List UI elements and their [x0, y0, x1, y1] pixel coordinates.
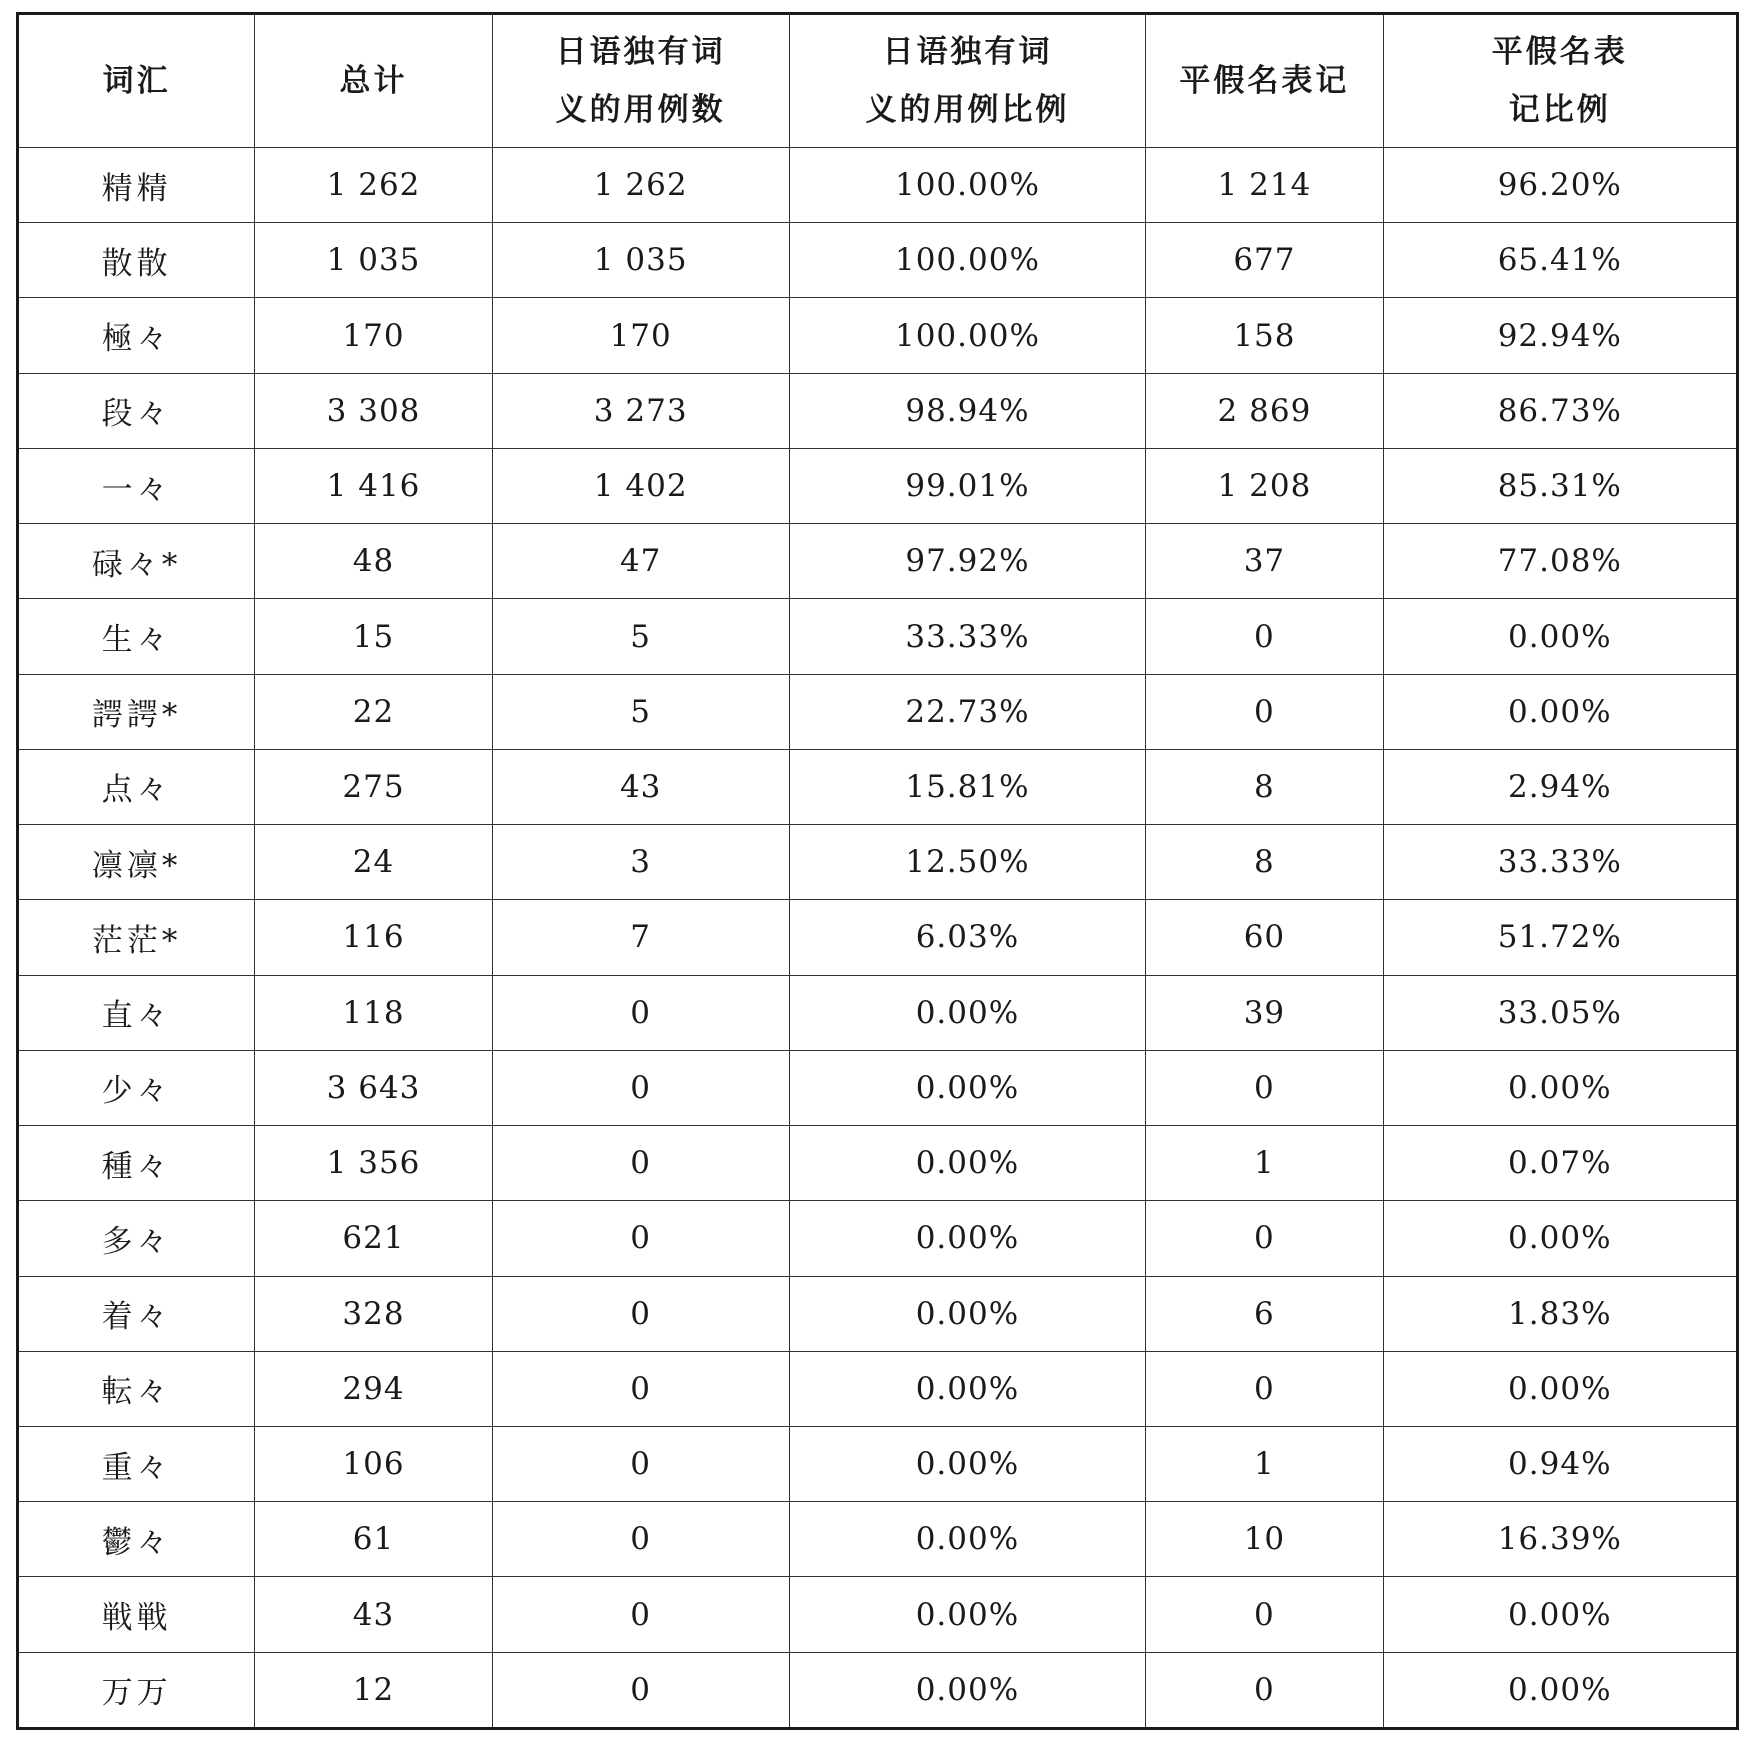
- cell-hiragana: 0: [1146, 674, 1383, 749]
- cell-total: 106: [255, 1426, 492, 1501]
- cell-word: 多々: [18, 1201, 255, 1276]
- cell-unique-ratio: 0.00%: [789, 1351, 1146, 1426]
- cell-word: 散散: [18, 223, 255, 298]
- cell-hiragana: 10: [1146, 1502, 1383, 1577]
- cell-word: 生々: [18, 599, 255, 674]
- cell-word: 直々: [18, 975, 255, 1050]
- cell-word: 種々: [18, 1126, 255, 1201]
- cell-hiragana: 1 208: [1146, 448, 1383, 523]
- cell-hiragana-ratio: 0.00%: [1383, 1351, 1737, 1426]
- header-cell-total: [255, 14, 492, 148]
- header-line: 词汇: [102, 63, 171, 99]
- cell-word: 一々: [18, 448, 255, 523]
- cell-unique-ratio: 0.00%: [789, 1201, 1146, 1276]
- cell-word: 着々: [18, 1276, 255, 1351]
- cell-unique-ratio: 100.00%: [789, 223, 1146, 298]
- table-row: [18, 975, 1738, 1050]
- cell-total: 275: [255, 749, 492, 824]
- cell-unique-ratio: 0.00%: [789, 1276, 1146, 1351]
- header-line: 义的用例数: [555, 92, 726, 128]
- table-row: [18, 298, 1738, 373]
- cell-hiragana-ratio: 77.08%: [1383, 524, 1737, 599]
- cell-hiragana-ratio: 0.00%: [1383, 1201, 1737, 1276]
- cell-word: 極々: [18, 298, 255, 373]
- cell-hiragana-ratio: 2.94%: [1383, 749, 1737, 824]
- cell-hiragana-ratio: 0.00%: [1383, 1050, 1737, 1125]
- cell-unique-count: 5: [492, 599, 789, 674]
- cell-total: 118: [255, 975, 492, 1050]
- cell-total: 12: [255, 1652, 492, 1728]
- cell-word: 転々: [18, 1351, 255, 1426]
- header-cell-unique-count: [492, 14, 789, 148]
- cell-hiragana: 0: [1146, 1577, 1383, 1652]
- cell-hiragana: 8: [1146, 749, 1383, 824]
- cell-word: 重々: [18, 1426, 255, 1501]
- cell-hiragana-ratio: 65.41%: [1383, 223, 1737, 298]
- table-row: [18, 825, 1738, 900]
- table-row: [18, 599, 1738, 674]
- cell-unique-ratio: 0.00%: [789, 975, 1146, 1050]
- cell-word: 精精: [18, 148, 255, 223]
- cell-hiragana: 39: [1146, 975, 1383, 1050]
- header-line: 记比例: [1508, 92, 1611, 128]
- cell-unique-count: 3 273: [492, 373, 789, 448]
- cell-total: 170: [255, 298, 492, 373]
- cell-hiragana-ratio: 0.00%: [1383, 674, 1737, 749]
- cell-total: 15: [255, 599, 492, 674]
- table-header: [18, 14, 1738, 148]
- cell-unique-ratio: 100.00%: [789, 298, 1146, 373]
- cell-unique-ratio: 97.92%: [789, 524, 1146, 599]
- cell-word: 諤諤*: [18, 674, 255, 749]
- cell-hiragana: 1: [1146, 1126, 1383, 1201]
- cell-unique-count: 0: [492, 1502, 789, 1577]
- cell-total: 24: [255, 825, 492, 900]
- cell-unique-count: 1 035: [492, 223, 789, 298]
- cell-unique-ratio: 33.33%: [789, 599, 1146, 674]
- header-line: 日语独有词: [882, 34, 1053, 70]
- cell-word: 点々: [18, 749, 255, 824]
- cell-unique-count: 0: [492, 1426, 789, 1501]
- cell-hiragana: 0: [1146, 1652, 1383, 1728]
- table-row: [18, 1201, 1738, 1276]
- cell-unique-ratio: 6.03%: [789, 900, 1146, 975]
- cell-word: 万万: [18, 1652, 255, 1728]
- cell-hiragana-ratio: 33.05%: [1383, 975, 1737, 1050]
- cell-total: 61: [255, 1502, 492, 1577]
- cell-word: 茫茫*: [18, 900, 255, 975]
- cell-total: 1 262: [255, 148, 492, 223]
- cell-unique-count: 0: [492, 1351, 789, 1426]
- table-row: [18, 1276, 1738, 1351]
- cell-hiragana-ratio: 0.94%: [1383, 1426, 1737, 1501]
- cell-hiragana: 60: [1146, 900, 1383, 975]
- cell-unique-ratio: 0.00%: [789, 1502, 1146, 1577]
- data-table: [16, 12, 1739, 1730]
- cell-hiragana-ratio: 0.00%: [1383, 1577, 1737, 1652]
- table-row: [18, 148, 1738, 223]
- cell-total: 294: [255, 1351, 492, 1426]
- table-row: [18, 373, 1738, 448]
- header-cell-hiragana: [1146, 14, 1383, 148]
- cell-hiragana-ratio: 33.33%: [1383, 825, 1737, 900]
- header-line: 平假名表: [1491, 34, 1628, 70]
- table-row: [18, 223, 1738, 298]
- cell-unique-ratio: 15.81%: [789, 749, 1146, 824]
- cell-unique-count: 0: [492, 1652, 789, 1728]
- cell-hiragana-ratio: 1.83%: [1383, 1276, 1737, 1351]
- cell-unique-ratio: 0.00%: [789, 1652, 1146, 1728]
- cell-hiragana: 0: [1146, 1201, 1383, 1276]
- cell-total: 621: [255, 1201, 492, 1276]
- header-line: 日语独有词: [555, 34, 726, 70]
- cell-hiragana: 0: [1146, 1351, 1383, 1426]
- table-row: [18, 1351, 1738, 1426]
- cell-unique-ratio: 98.94%: [789, 373, 1146, 448]
- cell-unique-count: 3: [492, 825, 789, 900]
- cell-hiragana-ratio: 96.20%: [1383, 148, 1737, 223]
- table-row: [18, 1502, 1738, 1577]
- cell-unique-count: 170: [492, 298, 789, 373]
- cell-word: 少々: [18, 1050, 255, 1125]
- cell-unique-count: 1 402: [492, 448, 789, 523]
- cell-hiragana-ratio: 86.73%: [1383, 373, 1737, 448]
- cell-total: 3 643: [255, 1050, 492, 1125]
- cell-unique-count: 0: [492, 1126, 789, 1201]
- cell-unique-count: 1 262: [492, 148, 789, 223]
- header-row: [18, 14, 1738, 148]
- cell-unique-count: 0: [492, 1577, 789, 1652]
- cell-hiragana: 1: [1146, 1426, 1383, 1501]
- cell-unique-ratio: 12.50%: [789, 825, 1146, 900]
- cell-hiragana-ratio: 51.72%: [1383, 900, 1737, 975]
- cell-unique-count: 0: [492, 1276, 789, 1351]
- header-cell-word: [18, 14, 255, 148]
- cell-unique-count: 5: [492, 674, 789, 749]
- cell-unique-ratio: 0.00%: [789, 1426, 1146, 1501]
- cell-total: 1 035: [255, 223, 492, 298]
- cell-word: 戦戦: [18, 1577, 255, 1652]
- cell-unique-count: 7: [492, 900, 789, 975]
- cell-word: 鬱々: [18, 1502, 255, 1577]
- header-cell-unique-ratio: [789, 14, 1146, 148]
- cell-hiragana: 6: [1146, 1276, 1383, 1351]
- table-row: [18, 1050, 1738, 1125]
- cell-unique-ratio: 0.00%: [789, 1050, 1146, 1125]
- cell-hiragana-ratio: 0.07%: [1383, 1126, 1737, 1201]
- cell-unique-ratio: 22.73%: [789, 674, 1146, 749]
- cell-unique-ratio: 0.00%: [789, 1577, 1146, 1652]
- cell-total: 43: [255, 1577, 492, 1652]
- cell-hiragana-ratio: 85.31%: [1383, 448, 1737, 523]
- cell-hiragana-ratio: 0.00%: [1383, 599, 1737, 674]
- header-cell-hiragana-ratio: [1383, 14, 1737, 148]
- table-row: [18, 674, 1738, 749]
- header-line: 平假名表记: [1179, 63, 1350, 99]
- table-body: [18, 148, 1738, 1729]
- cell-total: 3 308: [255, 373, 492, 448]
- cell-hiragana: 2 869: [1146, 373, 1383, 448]
- cell-hiragana: 37: [1146, 524, 1383, 599]
- header-line: 义的用例比例: [865, 92, 1070, 128]
- cell-total: 1 356: [255, 1126, 492, 1201]
- cell-hiragana-ratio: 92.94%: [1383, 298, 1737, 373]
- table-row: [18, 1577, 1738, 1652]
- cell-unique-ratio: 0.00%: [789, 1126, 1146, 1201]
- cell-hiragana: 1 214: [1146, 148, 1383, 223]
- table-row: [18, 1426, 1738, 1501]
- cell-unique-count: 0: [492, 1050, 789, 1125]
- cell-unique-ratio: 99.01%: [789, 448, 1146, 523]
- cell-hiragana: 0: [1146, 599, 1383, 674]
- cell-word: 碌々*: [18, 524, 255, 599]
- cell-unique-count: 47: [492, 524, 789, 599]
- cell-hiragana: 677: [1146, 223, 1383, 298]
- cell-total: 328: [255, 1276, 492, 1351]
- table-row: [18, 1126, 1738, 1201]
- header-line: 总计: [339, 63, 408, 99]
- cell-unique-count: 0: [492, 975, 789, 1050]
- table-row: [18, 900, 1738, 975]
- cell-word: 段々: [18, 373, 255, 448]
- cell-hiragana: 0: [1146, 1050, 1383, 1125]
- cell-total: 1 416: [255, 448, 492, 523]
- cell-unique-count: 0: [492, 1201, 789, 1276]
- cell-unique-ratio: 100.00%: [789, 148, 1146, 223]
- cell-hiragana: 158: [1146, 298, 1383, 373]
- cell-total: 116: [255, 900, 492, 975]
- cell-unique-count: 43: [492, 749, 789, 824]
- cell-hiragana: 8: [1146, 825, 1383, 900]
- table-row: [18, 749, 1738, 824]
- cell-word: 凛凛*: [18, 825, 255, 900]
- cell-hiragana-ratio: 0.00%: [1383, 1652, 1737, 1728]
- cell-hiragana-ratio: 16.39%: [1383, 1502, 1737, 1577]
- cell-total: 48: [255, 524, 492, 599]
- cell-total: 22: [255, 674, 492, 749]
- table-row: [18, 524, 1738, 599]
- table-row: [18, 1652, 1738, 1728]
- table-row: [18, 448, 1738, 523]
